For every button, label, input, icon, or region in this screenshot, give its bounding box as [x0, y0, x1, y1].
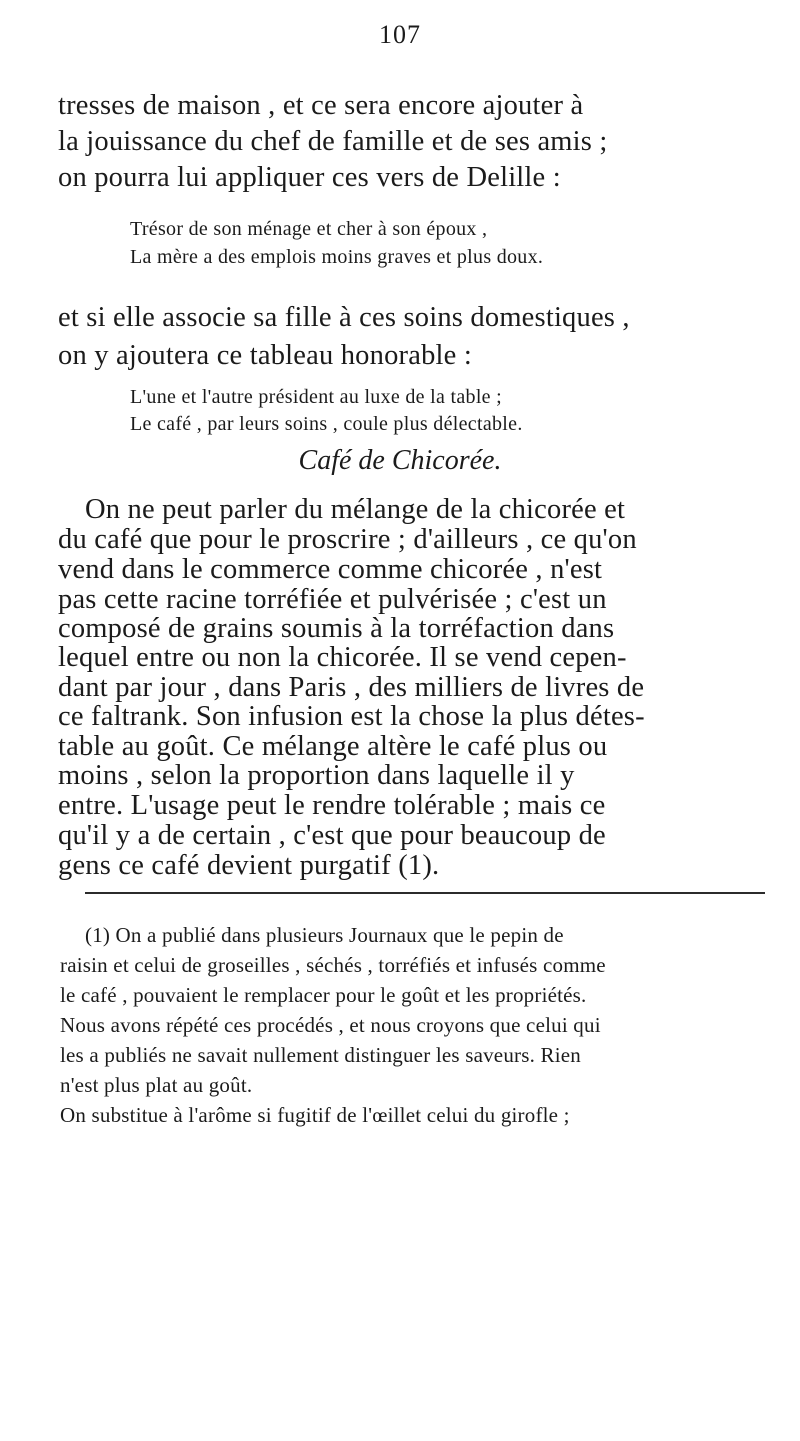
verse-line: L'une et l'autre président au luxe de la table ; — [130, 386, 503, 408]
footnote-line: raisin et celui de groseilles , séchés , torréfiés et infusés comme — [60, 953, 606, 977]
verse-line: La mère a des emplois moins graves et plus doux. — [130, 246, 544, 268]
text-line: qu'il y a de certain , c'est que pour beaucoup de — [58, 820, 606, 851]
section-title: Café de Chicorée. — [298, 445, 502, 476]
text-line: pas cette racine torréfiée et pulvérisée ; c'est un — [58, 584, 607, 615]
text-line: moins , selon la proportion dans laquelle il y — [58, 760, 575, 791]
text-line: entre. L'usage peut le rendre tolérable ; mais ce — [58, 790, 606, 821]
footnote-line: les a publiés ne savait nullement distinguer les saveurs. Rien — [60, 1043, 581, 1067]
footnote-line: le café , pouvaient le remplacer pour le goût et les propriétés. — [60, 983, 587, 1007]
verse-line: Trésor de son ménage et cher à son époux , — [130, 218, 488, 240]
text-line: on pourra lui appliquer ces vers de Delille : — [58, 162, 561, 193]
footnote-line: n'est plus plat au goût. — [60, 1073, 253, 1097]
text-line: lequel entre ou non la chicorée. Il se vend cepen- — [58, 642, 627, 673]
text-line: tresses de maison , et ce sera encore ajouter à — [58, 90, 584, 121]
text-line: du café que pour le proscrire ; d'ailleurs , ce qu'on — [58, 524, 637, 555]
text-line: vend dans le commerce comme chicorée , n'est — [58, 554, 603, 585]
text-line: table au goût. Ce mélange altère le café plus ou — [58, 731, 608, 762]
footnote-line: On substitue à l'arôme si fugitif de l'œillet celui du girofle ; — [60, 1103, 570, 1127]
page-number: 107 — [379, 20, 421, 49]
footnote-line: (1) On a publié dans plusieurs Journaux que le pepin de — [85, 923, 564, 947]
text-line: ce faltrank. Son infusion est la chose la plus détes- — [58, 701, 645, 732]
text-line: On ne peut parler du mélange de la chicorée et — [85, 494, 626, 525]
text-line: composé de grains soumis à la torréfaction dans — [58, 613, 615, 644]
text-line: dant par jour , dans Paris , des milliers de livres de — [58, 672, 645, 703]
text-line: gens ce café devient purgatif (1). — [58, 850, 440, 881]
verse-line: Le café , par leurs soins , coule plus délectable. — [130, 413, 523, 435]
text-line: la jouissance du chef de famille et de ses amis ; — [58, 126, 608, 157]
text-line: on y ajoutera ce tableau honorable : — [58, 340, 472, 371]
footnote-rule — [85, 892, 765, 894]
text-line: et si elle associe sa fille à ces soins domestiques , — [58, 302, 630, 333]
footnote-line: Nous avons répété ces procédés , et nous croyons que celui qui — [60, 1013, 601, 1037]
